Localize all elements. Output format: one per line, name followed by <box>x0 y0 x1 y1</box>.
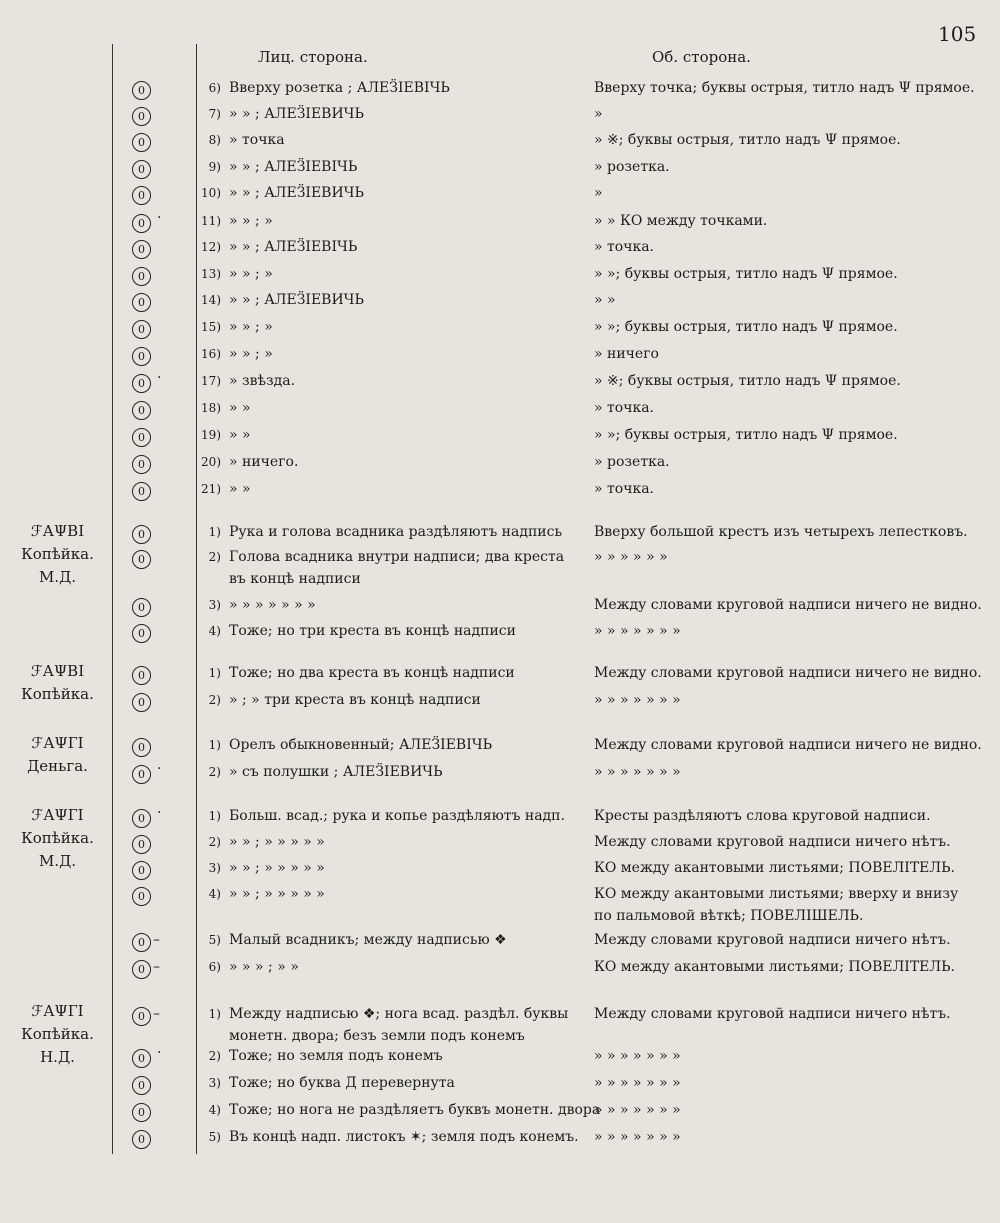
obverse-text: » звѣзда. <box>229 373 296 389</box>
variant-number: 4) <box>208 887 221 901</box>
reverse-text: Между словами круговой надписи ничего нѣтъ. <box>594 1006 951 1022</box>
variant-number: 14) <box>201 293 221 307</box>
reverse-text: » » <box>594 292 616 308</box>
catalog-row <box>0 1100 1000 1126</box>
rarity-mark-icon: 0 <box>132 1103 151 1122</box>
variant-number: 1) <box>208 666 221 680</box>
catalog-row <box>0 130 1000 156</box>
obverse-text: Въ концѣ надп. листокъ ✶; земля подъ конемъ. <box>229 1129 579 1145</box>
page-number: 105 <box>938 22 977 46</box>
variant-number: 7) <box>208 107 221 121</box>
obverse-text: » » ; » <box>229 213 273 229</box>
obverse-text: Тоже; но три креста въ концѣ надписи <box>229 623 516 639</box>
catalog-row <box>0 157 1000 183</box>
obverse-text: » » ; » <box>229 346 273 362</box>
obverse-text: » » ; АЛЕӞIЕВИЧЬ <box>229 292 364 308</box>
variant-number: 1) <box>208 738 221 752</box>
rarity-mark-icon: 0 <box>132 107 151 126</box>
rarity-mark-icon: 0 <box>132 214 151 233</box>
variant-number: 4) <box>208 624 221 638</box>
catalog-row <box>0 806 1000 832</box>
variant-number: 8) <box>208 133 221 147</box>
variant-number: 1) <box>208 809 221 823</box>
dot-mark-icon: · <box>157 370 162 386</box>
catalog-row <box>0 211 1000 237</box>
reverse-text: » »; буквы острыя, титло надъ Ψ прямое. <box>594 319 898 335</box>
reverse-text: КО между акантовыми листьями; ПОВЕЛIТЕЛЬ. <box>594 860 955 876</box>
variant-number: 21) <box>201 482 221 496</box>
catalog-row <box>0 621 1000 647</box>
obverse-text: Тоже; но земля подъ конемъ <box>229 1048 443 1064</box>
variant-number: 6) <box>208 960 221 974</box>
reverse-text: » розетка. <box>594 454 670 470</box>
obverse-header: Лиц. сторона. <box>258 48 368 66</box>
obverse-text: Голова всадника внутри надписи; два креста <box>229 549 565 565</box>
reverse-text: » ※; буквы острыя, титло надъ Ψ прямое. <box>594 373 901 389</box>
group-title-line: Копѣйка. <box>21 1025 94 1043</box>
rarity-mark-icon: 0 <box>132 666 151 685</box>
catalog-row <box>0 690 1000 716</box>
catalog-row <box>0 858 1000 884</box>
obverse-text: Больш. всад.; рука и копье раздѣляютъ надп. <box>229 808 565 824</box>
variant-number: 13) <box>201 267 221 281</box>
variant-number: 20) <box>201 455 221 469</box>
variant-number: 3) <box>208 861 221 875</box>
dot-mark-icon: · <box>157 210 162 226</box>
reverse-text: Вверху большой крестъ изъ четырехъ лепестковъ. <box>594 524 968 540</box>
rarity-mark-icon: 0 <box>132 347 151 366</box>
reverse-text-continued: по пальмовой вѣткѣ; ПОВЕЛIШЕЛЬ. <box>594 908 864 924</box>
obverse-text: » » ; » <box>229 266 273 282</box>
obverse-text: » » <box>229 481 251 497</box>
variant-number: 16) <box>201 347 221 361</box>
obverse-text: » » <box>229 400 251 416</box>
obverse-text: Рука и голова всадника раздѣляютъ надпись <box>229 524 563 540</box>
variant-number: 12) <box>201 240 221 254</box>
obverse-text: » » ; » » » » » <box>229 834 325 850</box>
reverse-text: » » » » » » » <box>594 623 681 639</box>
obverse-text: » ничего. <box>229 454 299 470</box>
obverse-text: Тоже; но нога не раздѣляетъ буквъ монетн. двора <box>229 1102 601 1118</box>
obverse-text: » » ; » <box>229 319 273 335</box>
rarity-mark-icon: 0 <box>132 186 151 205</box>
reverse-text: » <box>594 185 603 201</box>
group-title-line: ℱАΨГI <box>31 1002 84 1020</box>
obverse-text: » » ; » » » » » <box>229 860 325 876</box>
group-title-line: Копѣйка. <box>21 685 94 703</box>
dot-mark-icon: · <box>157 761 162 777</box>
reverse-text: Кресты раздѣляютъ слова круговой надписи. <box>594 808 931 824</box>
group-title-line: М.Д. <box>38 852 77 870</box>
reverse-text: » ※; буквы острыя, титло надъ Ψ прямое. <box>594 132 901 148</box>
catalog-row <box>0 595 1000 621</box>
variant-number: 2) <box>208 835 221 849</box>
group-title-line: Н.Д. <box>40 1048 75 1066</box>
rarity-mark-icon: 0 <box>132 1007 151 1026</box>
rarity-mark-icon: 0 <box>132 693 151 712</box>
rarity-mark-icon: 0 <box>132 455 151 474</box>
dot-mark-icon: · <box>157 1045 162 1061</box>
catalog-row <box>0 1073 1000 1099</box>
obverse-text: » » ; АЛЕӞIЕВIЧЬ <box>229 159 358 175</box>
reverse-text: » ничего <box>594 346 659 362</box>
rarity-mark-icon: 0 <box>132 887 151 906</box>
rarity-mark-icon: 0 <box>132 738 151 757</box>
rarity-mark-icon: 0 <box>132 598 151 617</box>
group-title-line: ℱАΨГI <box>31 734 84 752</box>
reverse-text: КО между акантовыми листьями; ПОВЕЛIТЕЛЬ. <box>594 959 955 975</box>
variant-number: 2) <box>208 1049 221 1063</box>
obverse-text: Малый всадникъ; между надписью ❖ <box>229 932 507 948</box>
catalog-row <box>0 479 1000 505</box>
variant-number: 1) <box>208 525 221 539</box>
catalog-row <box>0 663 1000 689</box>
rarity-mark-icon: 0 <box>132 133 151 152</box>
rarity-mark-icon: 0 <box>132 401 151 420</box>
catalog-row <box>0 884 1000 924</box>
group-title-line: ℱАΨГI <box>31 806 84 824</box>
variant-number: 3) <box>208 598 221 612</box>
rarity-mark-icon: 0 <box>132 861 151 880</box>
reverse-text: » » КО между точками. <box>594 213 768 229</box>
variant-number: 2) <box>208 550 221 564</box>
reverse-text: Между словами круговой надписи ничего не видно. <box>594 597 982 613</box>
group-title-line: М.Д. <box>38 568 77 586</box>
variant-number: 10) <box>201 186 221 200</box>
group-title-line: Копѣйка. <box>21 545 94 563</box>
reverse-text: » » » » » » » <box>594 1129 681 1145</box>
group-title-line: Копѣйка. <box>21 829 94 847</box>
variant-number: 1) <box>208 1007 221 1021</box>
reverse-text: » розетка. <box>594 159 670 175</box>
reverse-text: » точка. <box>594 481 654 497</box>
variant-number: 4) <box>208 1103 221 1117</box>
reverse-text: » » » » » » » <box>594 1102 681 1118</box>
obverse-text: Вверху розетка ; АЛЕӞIЕВIЧЬ <box>229 80 450 96</box>
catalog-row <box>0 762 1000 788</box>
reverse-text: » точка. <box>594 400 654 416</box>
rarity-mark-icon: 0 <box>132 933 151 952</box>
obverse-text: Тоже; но буква Д перевернута <box>229 1075 455 1091</box>
rarity-mark-icon: 0 <box>132 1130 151 1149</box>
rarity-mark-icon: 0 <box>132 482 151 501</box>
reverse-text: Вверху точка; буквы острыя, титло надъ Ψ прямое. <box>594 80 975 96</box>
rarity-mark-icon: 0 <box>132 960 151 979</box>
obverse-text: » » <box>229 427 251 443</box>
obverse-text: » » ; АЛЕӞIЕВIЧЬ <box>229 239 358 255</box>
variant-number: 2) <box>208 693 221 707</box>
catalog-row <box>0 264 1000 290</box>
obverse-text-continued: въ концѣ надписи <box>229 571 361 587</box>
catalog-row <box>0 317 1000 343</box>
obverse-text: » » ; АЛЕӞIЕВИЧЬ <box>229 106 364 122</box>
dot-mark-icon: · <box>157 805 162 821</box>
catalog-row <box>0 183 1000 209</box>
rarity-mark-icon: 0 <box>132 525 151 544</box>
rarity-mark-icon: 0 <box>132 293 151 312</box>
reverse-text: » » » » » » <box>594 549 668 565</box>
reverse-text: » <box>594 106 603 122</box>
group-title-line: ℱАΨВI <box>30 662 85 680</box>
group-title-line: Деньга. <box>27 757 88 775</box>
dash-mark-icon: – <box>153 932 160 948</box>
catalog-row <box>0 371 1000 397</box>
obverse-text: » » » ; » » <box>229 959 299 975</box>
reverse-text: Между словами круговой надписи ничего не видно. <box>594 737 982 753</box>
dash-mark-icon: – <box>153 1006 160 1022</box>
rarity-mark-icon: 0 <box>132 374 151 393</box>
reverse-text: Между словами круговой надписи ничего нѣтъ. <box>594 834 951 850</box>
obverse-text: » съ полушки ; АЛЕӞIЕВИЧЬ <box>229 764 443 780</box>
variant-number: 9) <box>208 160 221 174</box>
rarity-mark-icon: 0 <box>132 1049 151 1068</box>
rarity-mark-icon: 0 <box>132 765 151 784</box>
reverse-text: » » » » » » » <box>594 764 681 780</box>
reverse-text: Между словами круговой надписи ничего не видно. <box>594 665 982 681</box>
reverse-text: » »; буквы острыя, титло надъ Ψ прямое. <box>594 427 898 443</box>
variant-number: 5) <box>208 933 221 947</box>
catalog-row <box>0 930 1000 956</box>
variant-number: 17) <box>201 374 221 388</box>
obverse-text: » » » » » » » <box>229 597 316 613</box>
rarity-mark-icon: 0 <box>132 809 151 828</box>
catalog-row <box>0 957 1000 983</box>
catalog-row <box>0 104 1000 130</box>
reverse-text: » »; буквы острыя, титло надъ Ψ прямое. <box>594 266 898 282</box>
variant-number: 18) <box>201 401 221 415</box>
variant-number: 15) <box>201 320 221 334</box>
dash-mark-icon: – <box>153 959 160 975</box>
variant-number: 6) <box>208 81 221 95</box>
variant-number: 5) <box>208 1130 221 1144</box>
obverse-text: » точка <box>229 132 285 148</box>
rarity-mark-icon: 0 <box>132 160 151 179</box>
catalog-row <box>0 398 1000 424</box>
rarity-mark-icon: 0 <box>132 428 151 447</box>
catalog-row <box>0 735 1000 761</box>
obverse-text: Орелъ обыкновенный; АЛЕӞIЕВIЧЬ <box>229 737 493 753</box>
reverse-header: Об. сторона. <box>652 48 751 66</box>
catalog-row <box>0 290 1000 316</box>
obverse-text: » » ; АЛЕӞIЕВИЧЬ <box>229 185 364 201</box>
reverse-text: Между словами круговой надписи ничего нѣтъ. <box>594 932 951 948</box>
variant-number: 3) <box>208 1076 221 1090</box>
obverse-text: » ; » три креста въ концѣ надписи <box>229 692 481 708</box>
reverse-text: КО между акантовыми листьями; вверху и внизу <box>594 886 959 902</box>
rarity-mark-icon: 0 <box>132 1076 151 1095</box>
obverse-text: Между надписью ❖; нога всад. раздѣл. буквы <box>229 1006 569 1022</box>
reverse-text: » » » » » » » <box>594 1048 681 1064</box>
reverse-text: » » » » » » » <box>594 692 681 708</box>
catalog-row <box>0 344 1000 370</box>
rarity-mark-icon: 0 <box>132 624 151 643</box>
catalog-row <box>0 78 1000 104</box>
variant-number: 2) <box>208 765 221 779</box>
rarity-mark-icon: 0 <box>132 320 151 339</box>
rarity-mark-icon: 0 <box>132 240 151 259</box>
obverse-text: » » ; » » » » » <box>229 886 325 902</box>
rarity-mark-icon: 0 <box>132 81 151 100</box>
catalog-row <box>0 1046 1000 1072</box>
catalog-row <box>0 425 1000 451</box>
variant-number: 19) <box>201 428 221 442</box>
rarity-mark-icon: 0 <box>132 550 151 569</box>
catalog-row <box>0 452 1000 478</box>
reverse-text: » » » » » » » <box>594 1075 681 1091</box>
group-title-line: ℱАΨВI <box>30 522 85 540</box>
catalog-row <box>0 522 1000 548</box>
obverse-text: Тоже; но два креста въ концѣ надписи <box>229 665 515 681</box>
obverse-text-continued: монетн. двора; безъ земли подъ конемъ <box>229 1028 525 1044</box>
catalog-row <box>0 1127 1000 1153</box>
variant-number: 11) <box>201 214 221 228</box>
catalog-row <box>0 832 1000 858</box>
rarity-mark-icon: 0 <box>132 267 151 286</box>
rarity-mark-icon: 0 <box>132 835 151 854</box>
reverse-text: » точка. <box>594 239 654 255</box>
catalog-row <box>0 237 1000 263</box>
